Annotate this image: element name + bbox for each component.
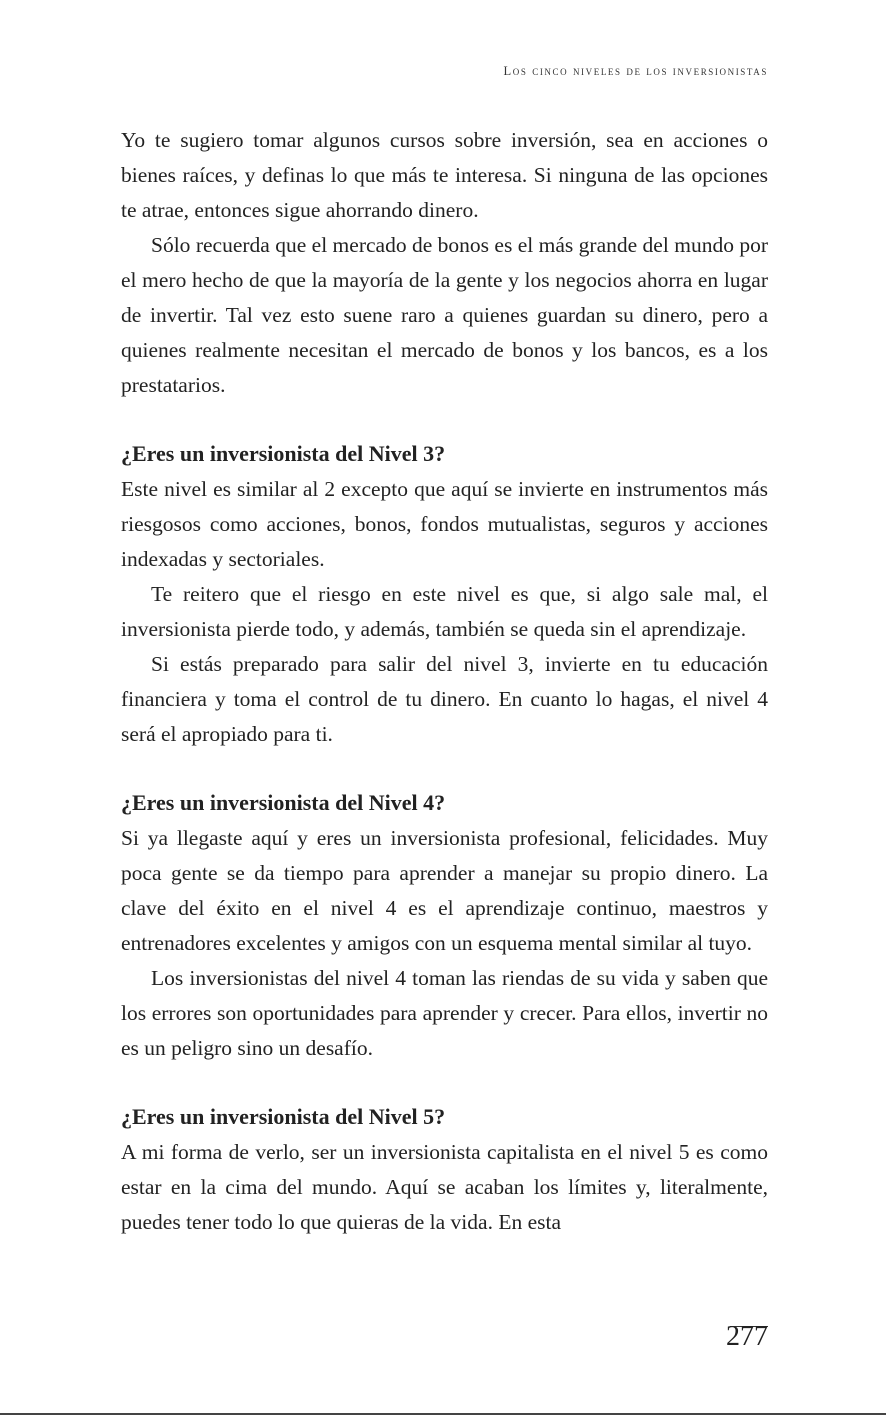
section-heading-nivel-5: ¿Eres un inversionista del Nivel 5? (121, 1104, 446, 1129)
section-heading-nivel-4: ¿Eres un inversionista del Nivel 4? (121, 790, 446, 815)
body-paragraph: Yo te sugiero tomar algunos cursos sobre inversión, sea en acciones o bienes raíces, y definas lo que más te interesa. Si ninguna de las opciones te atrae, entonces sigue ahorrando dinero. (121, 128, 768, 222)
page-number: 277 (726, 1321, 768, 1352)
section-heading-nivel-3: ¿Eres un inversionista del Nivel 3? (121, 441, 446, 466)
body-paragraph: Si ya llegaste aquí y eres un inversionista profesional, felicidades. Muy poca gente se da tiempo para aprender a manejar su propio dinero. La clave del éxito en el nivel 4 es el aprendizaje continuo, maestros y entrenadores excelentes y amigos con un esquema mental similar al tuyo. (121, 826, 768, 955)
body-paragraph: Este nivel es similar al 2 excepto que aquí se invierte en instrumentos más riesgosos como acciones, bonos, fondos mutualistas, seguros y acciones indexadas y sectoriales. (121, 477, 768, 571)
page-body (121, 123, 768, 1240)
body-paragraph: Si estás preparado para salir del nivel 3, invierte en tu educación financiera y toma el control de tu dinero. En cuanto lo hagas, el nivel 4 será el apropiado para ti. (121, 652, 768, 746)
body-paragraph: Te reitero que el riesgo en este nivel es que, si algo sale mal, el inversionista pierde todo, y además, también se queda sin el aprendizaje. (121, 582, 768, 641)
body-paragraph: Sólo recuerda que el mercado de bonos es el más grande del mundo por el mero hecho de que la mayoría de la gente y los negocios ahorra en lugar de invertir. Tal vez esto suene raro a quienes guardan su dinero, pero a quienes realmente necesitan el mercado de bonos y los bancos, es a los prestatarios. (121, 233, 768, 397)
body-paragraph: Los inversionistas del nivel 4 toman las riendas de su vida y saben que los errores son oportunidades para aprender y crecer. Para ellos, invertir no es un peligro sino un desafío. (121, 966, 768, 1060)
running-header: Los cinco niveles de los inversionistas (503, 64, 768, 78)
body-paragraph: A mi forma de verlo, ser un inversionista capitalista en el nivel 5 es como estar en la cima del mundo. Aquí se acaban los límites y, literalmente, puedes tener todo lo que quieras de la vida. En esta (121, 1140, 768, 1234)
page-bottom-edge (0, 1413, 886, 1415)
